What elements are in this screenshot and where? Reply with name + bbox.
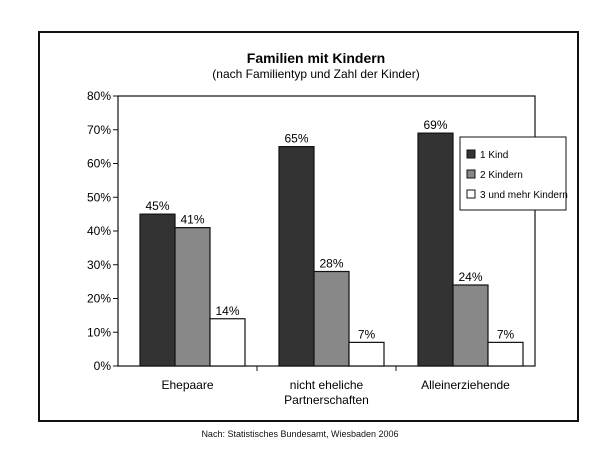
- chart-subtitle: (nach Familientyp und Zahl der Kinder): [212, 67, 420, 81]
- bar: [349, 342, 384, 366]
- x-tick-label: nicht eheliche: [289, 378, 364, 392]
- legend-swatch: [467, 190, 475, 198]
- data-label: 41%: [180, 212, 205, 227]
- y-tick-label: 80%: [86, 89, 111, 103]
- bar: [210, 319, 245, 366]
- y-tick-label: 30%: [86, 257, 111, 272]
- x-tick-label: Partnerschaften: [284, 393, 369, 407]
- data-label: 7%: [496, 327, 515, 342]
- bar: [175, 228, 210, 366]
- x-tick-label: Ehepaare: [161, 378, 214, 392]
- bar: [453, 285, 488, 366]
- y-tick-label: 50%: [86, 190, 111, 205]
- legend-label: 2 Kindern: [480, 170, 523, 181]
- y-tick-label: 40%: [86, 224, 111, 238]
- bar: [488, 342, 523, 366]
- data-label: 69%: [423, 118, 448, 133]
- bar: [140, 214, 175, 366]
- data-label: 45%: [145, 199, 170, 214]
- y-tick-label: 0%: [93, 359, 111, 373]
- y-tick-label: 70%: [86, 122, 111, 137]
- data-label: 24%: [458, 270, 483, 284]
- source-note: Nach: Statistisches Bundesamt, Wiesbaden 2006: [201, 429, 399, 439]
- chart-title: Familien mit Kindern: [246, 50, 386, 66]
- x-tick-label: Alleinerziehende: [421, 378, 510, 392]
- y-tick-label: 20%: [86, 291, 111, 306]
- bar: [279, 147, 314, 366]
- data-label: 14%: [215, 303, 240, 318]
- legend-label: 3 und mehr Kindern: [480, 190, 568, 201]
- legend-swatch: [467, 170, 475, 178]
- data-label: 28%: [319, 256, 344, 271]
- y-tick-label: 60%: [86, 156, 111, 171]
- data-label: 7%: [357, 327, 376, 342]
- y-tick-label: 10%: [86, 325, 111, 340]
- bar: [418, 133, 453, 366]
- data-label: 65%: [284, 131, 309, 146]
- legend-swatch: [467, 150, 475, 158]
- legend-label: 1 Kind: [480, 150, 509, 161]
- bar: [314, 272, 349, 367]
